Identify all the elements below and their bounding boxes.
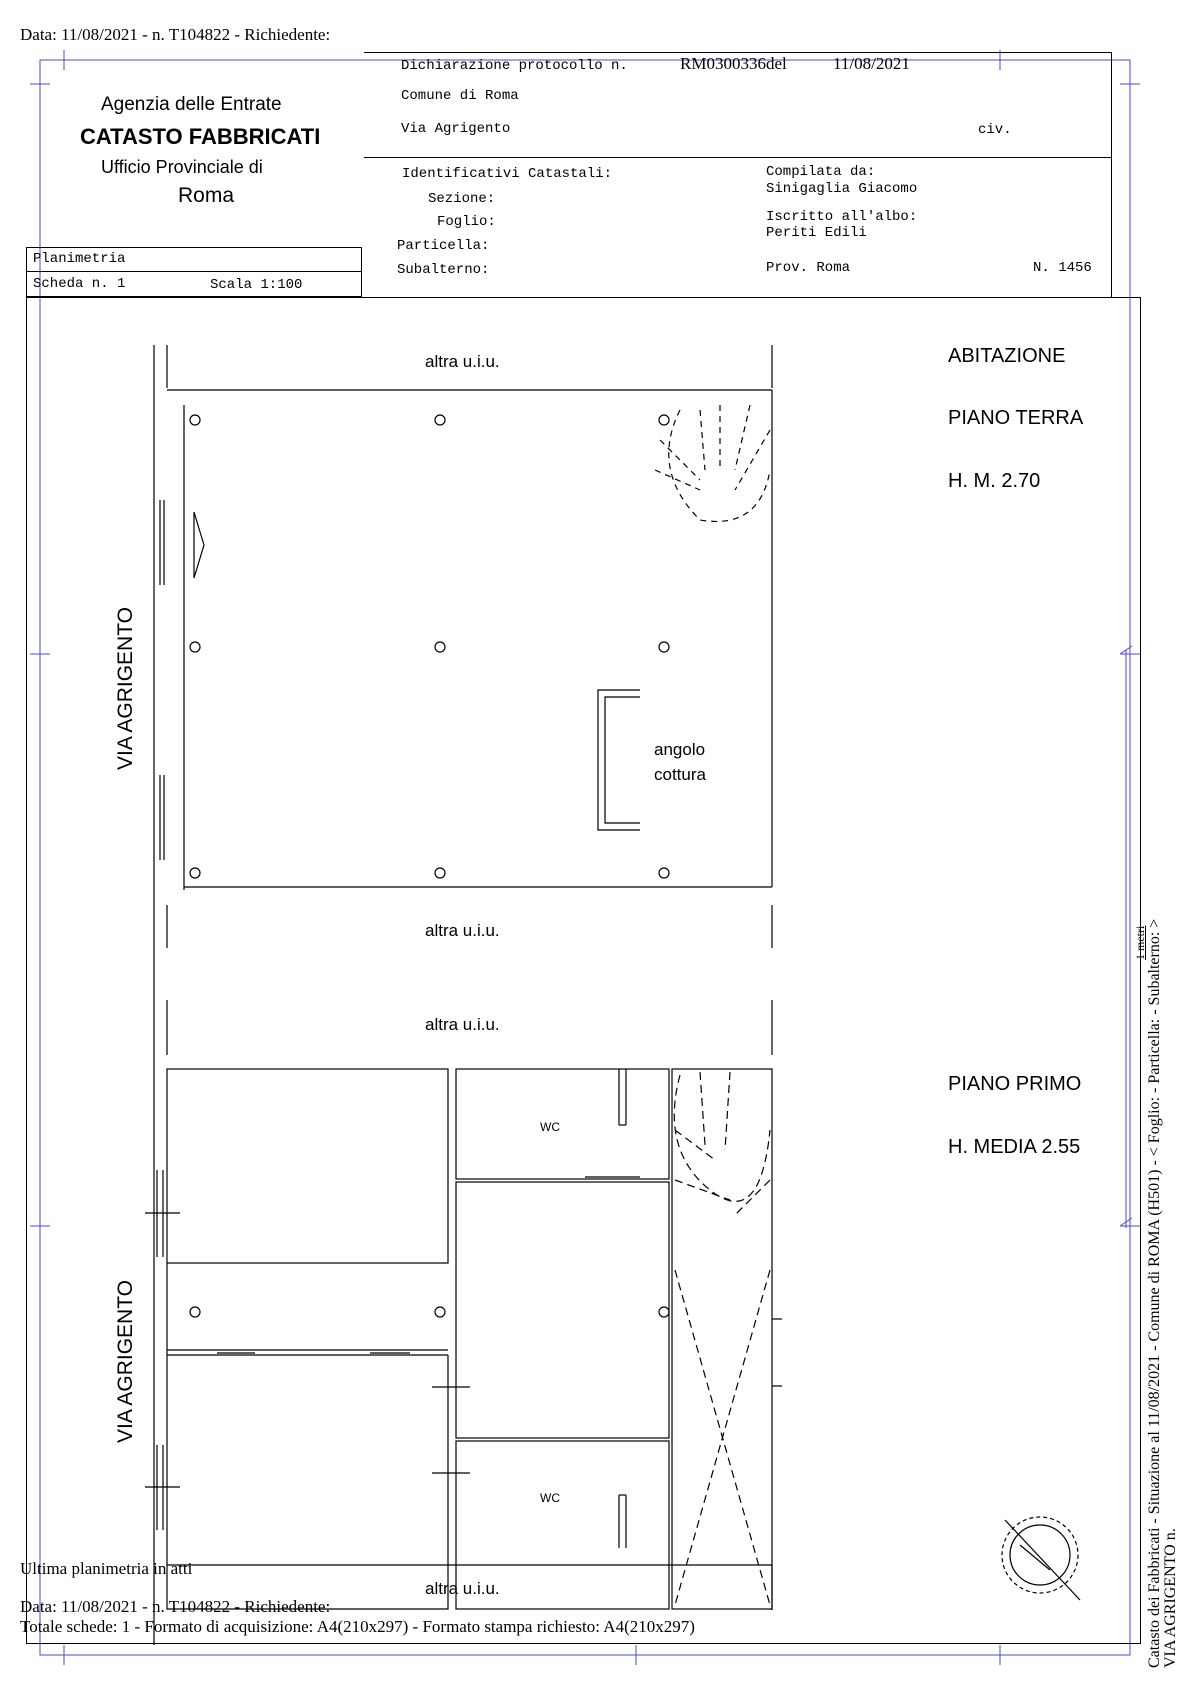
protocol-number: RM0300336del: [680, 54, 787, 73]
albo-value: Periti Edili: [766, 225, 867, 241]
wc-label-top: WC: [540, 1120, 560, 1134]
street-label-primo: VIA AGRIGENTO: [114, 1280, 137, 1443]
subalterno-label: Subalterno:: [397, 262, 490, 278]
ultima-planimetria: Ultima planimetria in atti: [20, 1559, 193, 1578]
particella-label: Particella:: [397, 238, 490, 254]
planimetria-label: Planimetria: [33, 251, 126, 267]
scale-mark: 1 metri: [1133, 925, 1147, 960]
angolo-label: angolo: [654, 740, 706, 759]
footer-totale: Totale schede: 1 - Formato di acquisizione: A4(210x297) - Formato stampa richiesto: A4(210x297): [20, 1617, 695, 1636]
civ-label: civ.: [978, 122, 1012, 138]
protocol-date: 11/08/2021: [833, 54, 910, 73]
header-line: Data: 11/08/2021 - n. T104822 - Richiedente:: [20, 25, 331, 44]
altra-uiu-mid2: altra u.i.u.: [425, 1015, 500, 1034]
scheda-label: Scheda n. 1: [33, 276, 126, 292]
via-label: Via Agrigento: [401, 121, 511, 137]
declaration-label: Dichiarazione protocollo n.: [401, 58, 628, 74]
scala-label: Scala 1:100: [210, 277, 303, 293]
wc-label-bottom: WC: [540, 1491, 560, 1505]
piano-terra-label: PIANO TERRA: [948, 407, 1084, 429]
catasto-title: CATASTO FABBRICATI: [80, 124, 321, 149]
side-caption-line2: VIA AGRIGENTO n.: [1162, 1528, 1179, 1668]
footer-data-line: Data: 11/08/2021 - n. T104822 - Richiedente:: [20, 1597, 331, 1616]
cottura-label: cottura: [654, 765, 706, 784]
compilata-label: Compilata da:: [766, 164, 876, 180]
altra-uiu-bottom: altra u.i.u.: [425, 1579, 500, 1598]
altra-uiu-top: altra u.i.u.: [425, 352, 500, 371]
street-label-terra: VIA AGRIGENTO: [114, 607, 137, 770]
albo-label: Iscritto all'albo:: [766, 209, 918, 225]
ufficio-city: Roma: [178, 184, 235, 207]
abitazione-label: ABITAZIONE: [948, 345, 1066, 367]
prov-label: Prov. Roma: [766, 260, 851, 276]
sezione-label: Sezione:: [428, 191, 496, 207]
piano-primo-label: PIANO PRIMO: [948, 1073, 1082, 1095]
side-caption-line1: Catasto dei Fabbricati - Situazione al 11/08/2021 - Comune di ROMA (H501) - < Foglio: - Particella: - Subalterno: >: [1146, 918, 1163, 1668]
altra-uiu-mid1: altra u.i.u.: [425, 921, 500, 940]
identificativi-title: Identificativi Catastali:: [402, 166, 613, 182]
height-primo-label: H. MEDIA 2.55: [948, 1136, 1081, 1158]
agency-name: Agenzia delle Entrate: [101, 94, 282, 115]
foglio-label: Foglio:: [437, 214, 496, 230]
comune-label: Comune di Roma: [401, 88, 519, 104]
albo-number: N. 1456: [1033, 260, 1092, 276]
compiler-name: Sinigaglia Giacomo: [766, 181, 918, 197]
ufficio-label: Ufficio Provinciale di: [101, 157, 263, 177]
height-terra-label: H. M. 2.70: [948, 470, 1041, 492]
